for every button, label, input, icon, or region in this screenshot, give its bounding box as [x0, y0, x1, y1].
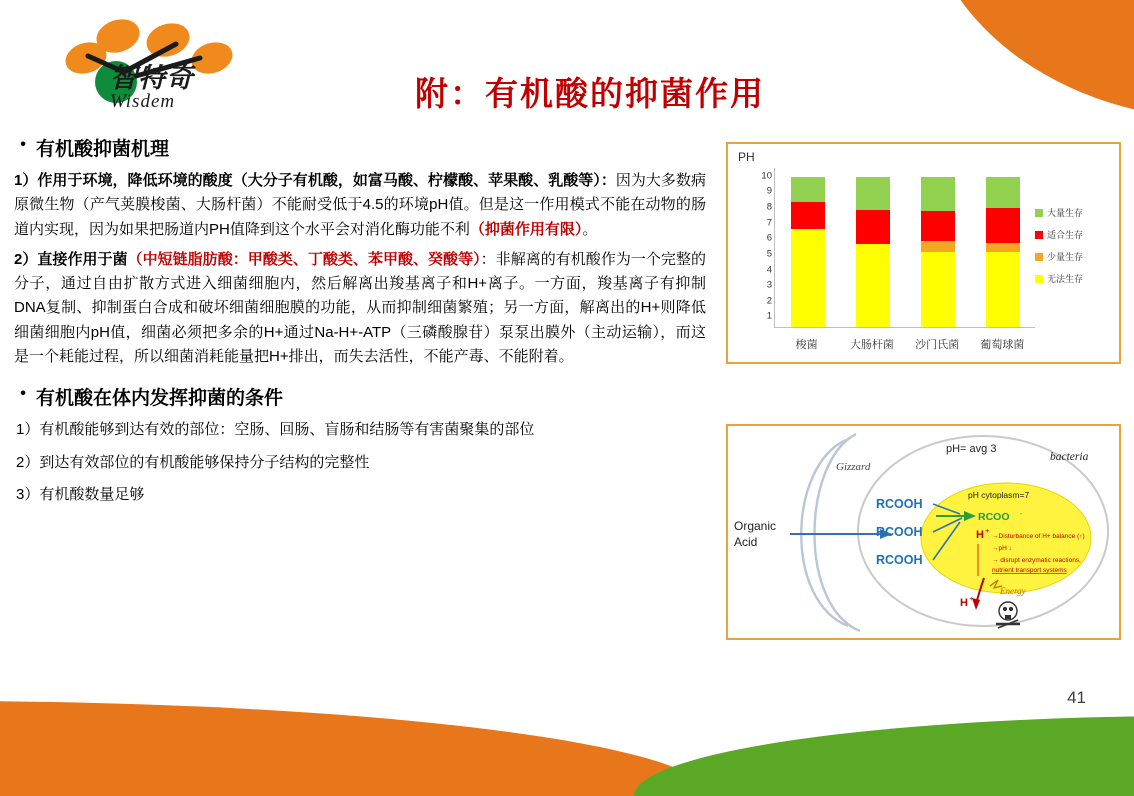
chart-bar-segment: [791, 229, 825, 327]
bullet-dot-icon: •: [20, 136, 26, 153]
list-item: 2）到达有效部位的有机酸能够保持分子结构的完整性: [16, 453, 370, 471]
chart-legend-label: 大量生存: [1047, 208, 1084, 218]
svg-text:pH cytoplasm=7: pH cytoplasm=7: [968, 490, 1030, 500]
paragraph-1-lead: 1）作用于环境，降低环境的酸度（大分子有机酸，如富马酸、柠檬酸、苹果酸、乳酸等）：: [14, 172, 616, 189]
chart-x-tick: 大肠杆菌: [849, 339, 894, 351]
svg-text:H: H: [976, 529, 984, 541]
chart-bar-segment: [856, 177, 890, 210]
chart-y-tick: 6: [766, 232, 772, 244]
svg-text:Acid: Acid: [734, 535, 758, 549]
chart-bar-segment: [921, 211, 955, 241]
chart-bar: [921, 177, 955, 327]
section-heading-1: [10, 134, 720, 161]
chart-legend-swatch: [1035, 253, 1043, 261]
chart-y-tick: 5: [766, 248, 772, 260]
chart-y-tick: 1: [766, 310, 772, 322]
bullet-dot-icon-2: •: [20, 385, 26, 403]
bacteria-ph-chart: [726, 142, 1121, 364]
chart-bar-group: [775, 168, 840, 327]
chart-bar-segment: [921, 241, 955, 252]
chart-x-tick: 梭菌: [795, 339, 818, 351]
section-heading-1-label: 有机酸抑菌机理: [36, 139, 170, 160]
page-title: 附：有机酸的抑菌作用: [415, 77, 765, 113]
chart-bar: [986, 177, 1020, 327]
chart-legend-item: [1035, 250, 1113, 263]
svg-text:→Disturbance of H+ balance (↑): →Disturbance of H+ balance (↑): [992, 533, 1085, 540]
svg-text:→ disrupt enzymatic reactions,: → disrupt enzymatic reactions,: [992, 557, 1081, 564]
condition-list: [10, 418, 720, 506]
svg-text:nutrient transport systems: nutrient transport systems: [992, 567, 1067, 574]
chart-bar-segment: [921, 252, 955, 327]
chart-legend: [1035, 206, 1113, 294]
svg-text:Organic: Organic: [734, 519, 777, 533]
chart-y-tick: 9: [766, 185, 772, 197]
chart-bar: [791, 177, 825, 327]
svg-text:bacteria: bacteria: [1050, 451, 1089, 463]
chart-bar-group: [840, 168, 905, 327]
chart-x-tick: 沙门氏菌: [915, 339, 960, 351]
chart-bar-group: [905, 168, 970, 327]
chart-bar-segment: [791, 177, 825, 203]
svg-text:Gizzard: Gizzard: [836, 461, 871, 473]
paragraph-2: [10, 248, 720, 369]
chart-legend-swatch: [1035, 275, 1043, 283]
chart-y-axis: [754, 162, 772, 328]
chart-legend-swatch: [1035, 231, 1043, 239]
paragraph-1-body: 因为大多数病原微生物（产气荚膜梭菌、大肠杆菌）不能耐受低于4.5的环境pH值。但是这一作用模式不能在动物的肠道内实现，因为如果把肠道内PH值降到这个水平会对消化酶功能不利: [14, 172, 706, 238]
chart-legend-label: 无法生存: [1047, 274, 1084, 284]
chart-x-axis-labels: [774, 336, 1035, 352]
svg-text:+: +: [985, 526, 990, 535]
chart-y-tick: 10: [761, 170, 772, 182]
chart-y-tick: 8: [766, 201, 772, 213]
chart-bar-segment: [856, 210, 890, 245]
chart-bar-segment: [986, 252, 1020, 327]
svg-text:→pH ↓: →pH ↓: [992, 545, 1012, 552]
list-item: 3）有机酸数量足够: [16, 485, 145, 503]
svg-text:RCOOH: RCOOH: [876, 525, 923, 539]
chart-plot-area: [774, 168, 1035, 328]
top-right-decoration: [924, 0, 1134, 120]
paragraph-1: [10, 169, 720, 242]
svg-text:RCOOH: RCOOH: [876, 553, 923, 567]
chart-bar: [856, 177, 890, 327]
paragraph-2-lead: 2）直接作用于菌: [14, 250, 128, 268]
bottom-right-decoration: [634, 716, 1134, 796]
chart-bar-segment: [921, 177, 955, 212]
chart-legend-item: [1035, 206, 1113, 219]
chart-y-tick: 3: [766, 279, 772, 291]
logo-wordmark: [110, 56, 194, 113]
chart-bar-segment: [986, 208, 1020, 243]
chart-y-tick: 2: [766, 295, 772, 307]
chart-bar-segment: [986, 177, 1020, 209]
mechanism-diagram: [726, 424, 1121, 640]
paragraph-2-body: ：非解离的有机酸作为一个完整的分子，通过自由扩散方式进入细菌细胞内，然后解离出羧基离子和H+离子。一方面，羧基离子有抑制DNA复制、抑制蛋白合成和破坏细菌细胞膜的功能，从而抑制细菌繁殖；另一方面，解离出的H+则降低细菌细胞内pH值，细菌必须把多余的H+通过Na-H+-ATP（三磷酸腺苷）泵泵出膜外（主动运输），而这是一个耗能过程，所以细菌消耗能量把H+排出，而失去活性，不能产毒、不能附着。: [14, 250, 706, 366]
chart-bars: [775, 168, 1035, 327]
chart-legend-label: 适合生存: [1047, 230, 1084, 240]
page-number: 41: [1067, 688, 1086, 707]
chart-y-tick: 4: [766, 264, 772, 276]
svg-text:+: +: [969, 594, 974, 603]
svg-text:H: H: [960, 597, 968, 609]
chart-bar-group: [970, 168, 1035, 327]
svg-text:RCOOH: RCOOH: [876, 497, 923, 511]
chart-bar-segment: [986, 243, 1020, 252]
logo-english-name: Wisdem: [110, 91, 176, 112]
svg-text:RCOO: RCOO: [978, 511, 1010, 523]
chart-legend-swatch: [1035, 209, 1043, 217]
svg-text:pH= avg 3: pH= avg 3: [946, 443, 997, 455]
list-item: 1）有机酸能够到达有效的部位：空肠、回肠、盲肠和结肠等有害菌聚集的部位: [16, 421, 535, 439]
chart-legend-item: [1035, 272, 1113, 285]
chart-x-tick: 葡萄球菌: [980, 339, 1025, 351]
chart-legend-label: 少量生存: [1047, 252, 1084, 262]
paragraph-1-tail: 。: [582, 220, 598, 238]
content-column: [10, 130, 720, 515]
chart-ylabel: PH: [738, 150, 755, 164]
paragraph-2-emphasis: （中短链脂肪酸：甲酸类、丁酸类、苯甲酸、癸酸等）: [127, 250, 481, 268]
section-heading-2-label: 有机酸在体内发挥抑菌的条件: [36, 388, 284, 410]
chart-y-tick: 7: [766, 217, 772, 229]
bottom-left-decoration: [0, 701, 710, 796]
section-heading-2: [10, 383, 720, 410]
svg-text:-: -: [1020, 511, 1023, 518]
chart-legend-item: [1035, 228, 1113, 241]
paragraph-1-emphasis: （抑菌作用有限）: [469, 220, 583, 238]
chart-bar-segment: [856, 244, 890, 327]
svg-text:Energy: Energy: [1000, 586, 1026, 596]
logo-chinese-name: 智特奇: [110, 63, 194, 93]
chart-bar-segment: [791, 202, 825, 229]
